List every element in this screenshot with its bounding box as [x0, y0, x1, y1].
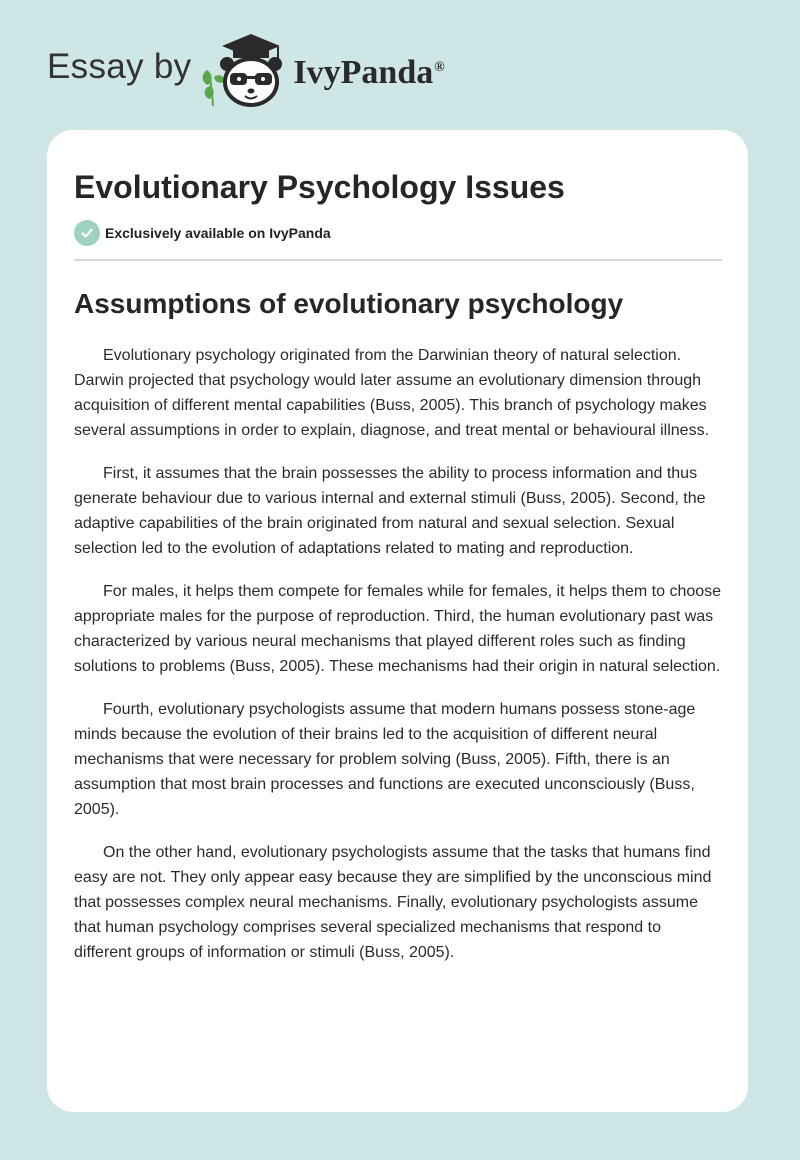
essay-body [74, 343, 722, 965]
brand-name-text: IvyPanda [293, 54, 434, 91]
paragraph: On the other hand, evolutionary psychologists assume that the tasks that humans find easy are not. They only appear easy because they are simplified by the unconscious mind that possesses complex neural mechanisms. Finally, evolutionary psychologists assume that human psychology comprises several specialized mechanisms that respond to different groups of information or stimuli (Buss, 2005). [74, 843, 712, 961]
essay-content [47, 130, 748, 965]
divider [74, 259, 722, 261]
paragraph: Evolutionary psychology originated from the Darwinian theory of natural selection. Darwin projected that psychology would later assume an evolutionary dimension through acquisition of different mental capabilities (Buss, 2005). This branch of psychology makes several assumptions in order to explain, diagnose, and treat mental or behavioural illness. [74, 346, 710, 439]
section-heading: Assumptions of evolutionary psychology [74, 288, 624, 320]
brand-header [47, 30, 445, 110]
exclusive-badge [74, 220, 722, 246]
badge-label: Exclusively available on IvyPanda [105, 225, 331, 242]
paragraph: For males, it helps them compete for females while for females, it helps them to choose appropriate males for the purpose of reproduction. Third, the human evolutionary past was characterized by various neural mechanisms that played different roles such as finding solutions to problems (Buss, 2005). These mechanisms had their origin in natural selection. [74, 582, 722, 675]
brand-name [293, 54, 444, 92]
paragraph: Fourth, evolutionary psychologists assume that modern humans possess stone-age minds because the evolution of their brains led to the acquisition of different neural mechanisms that were necessary for problem solving (Buss, 2005). Fifth, there is an assumption that most brain processes and functions are executed unconsciously (Buss, 2005). [74, 700, 696, 818]
essay-card [47, 130, 748, 1112]
panda-graduate-logo-icon[interactable] [197, 30, 295, 110]
brand-prefix: Essay by [47, 47, 192, 86]
essay-title: Evolutionary Psychology Issues [74, 169, 565, 205]
check-circle-icon [74, 220, 100, 246]
paragraph: First, it assumes that the brain possesses the ability to process information and thus generate behaviour due to various internal and external stimuli (Buss, 2005). Second, the adaptive capabilities of the brain originated from natural and sexual selection. Sexual selection led to the evolution of adaptations related to mating and reproduction. [74, 464, 706, 557]
registered-mark: ® [434, 59, 445, 75]
